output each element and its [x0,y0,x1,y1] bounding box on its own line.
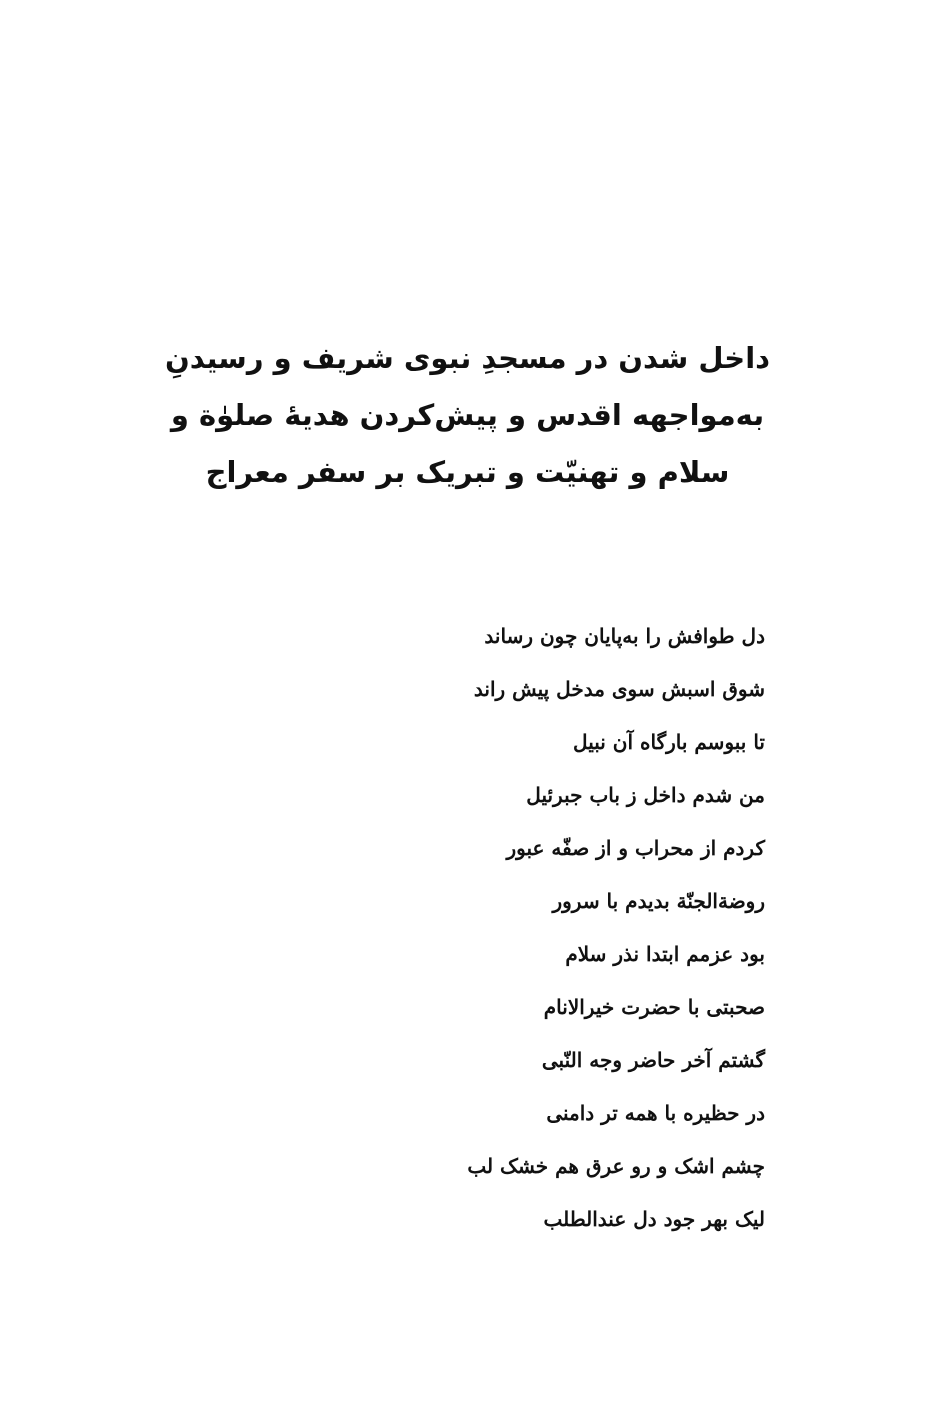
chapter-title [120,330,815,501]
verse-line: لیک بهر جود دل عندالطلب [543,1207,765,1231]
verse-line: صحبتی با حضرت خیرالانام [543,995,765,1019]
title-line-3: سلام و تهنیّت و تبریک بر سفر معراج [205,455,730,489]
verse-line: در حظیره با همه تر دامنی [546,1101,765,1125]
title-line-2: به‌مواجهه اقدس و پیش‌کردن هدیهٔ صلوٰة و [170,398,765,432]
verse-line: بود عزمم ابتدا نذر سلام [565,942,765,966]
verse-line: تا ببوسم بارگاه آن نبیل [573,730,765,754]
title-line-1: داخل شدن در مسجدِ نبوی شریف و رسیدنِ [164,341,771,375]
verse-line: چشم اشک و رو عرق هم خشک لب [467,1154,765,1178]
verse-line: روضة‌الجنّة بدیدم با سرور [552,889,765,913]
verse-line: من شدم داخل ز باب جبرئیل [526,783,765,807]
verse-line: گشتم آخر حاضر وجه النّبی [541,1048,765,1072]
verse-line: شوق اسبش سوی مدخل پیش راند [473,677,765,701]
verse-line: دل طوافش را به‌پایان چون رساند [484,624,765,648]
verse-line: کردم از محراب و از صفّه عبور [506,836,765,860]
poem-body [365,610,765,1246]
